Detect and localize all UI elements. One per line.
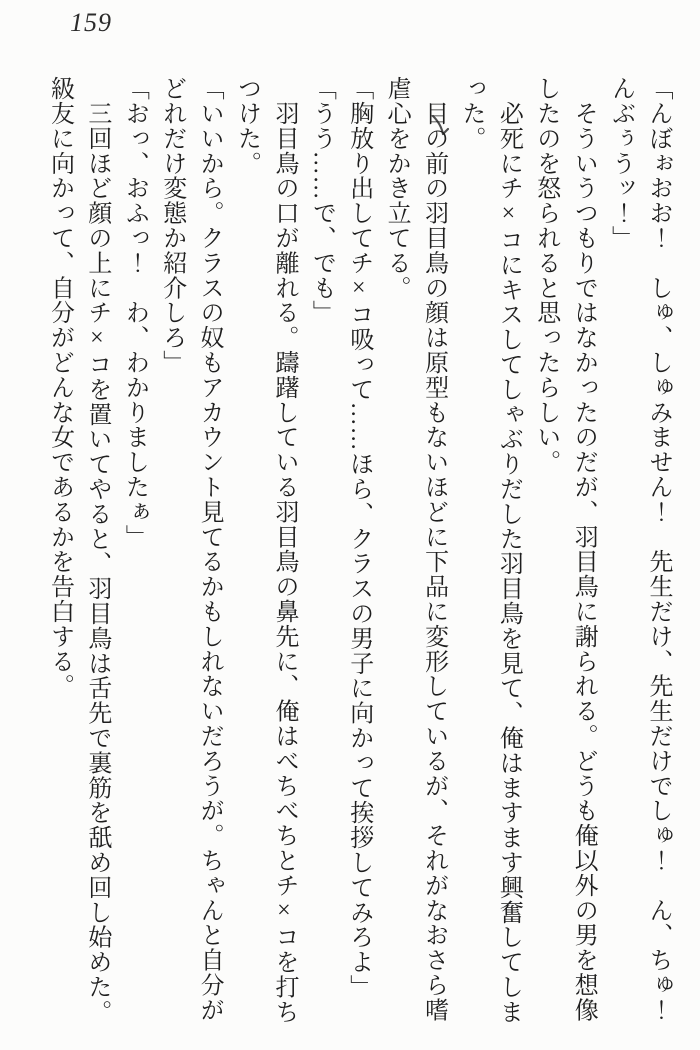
text-line: 虐心をかき立てる。	[383, 76, 410, 301]
text-line: った。	[457, 76, 484, 151]
text-line: そういうつもりではなかったのだが、羽目鳥に謝られる。どうも俺以外の男を想像	[570, 76, 597, 1023]
text-line: 三回ほど顔の上にチ×コを置いてやると、羽目鳥は舌先で裏筋を舐め回し始めた。	[83, 76, 110, 1025]
page-number: 159	[70, 8, 112, 37]
vertical-text-block	[40, 76, 676, 1025]
text-line: 「おっ、おふっ！ わ、わかりましたぁ」	[121, 76, 148, 550]
text-line: 羽目鳥の口が離れる。躊躇している羽目鳥の鼻先に、俺はべちべちとチ×コを打ち	[270, 76, 297, 1025]
text-line: 「いいから。クラスの奴もアカウント見てるかもしれないだろうが。ちゃんと自分が	[196, 76, 223, 1023]
text-line: どれだけ変態か紹介しろ」	[158, 76, 185, 375]
text-line: んぶぅうッ！」	[607, 76, 634, 251]
text-line: したのを怒られると思ったらしい。	[532, 76, 559, 475]
text-line: 必死にチ×コにキスしてしゃぶりだした羽目鳥を見て、俺はますます興奮してしま	[495, 76, 522, 1025]
text-line: 「うう……で、でも」	[308, 76, 335, 325]
text-line: つけた。	[233, 76, 260, 176]
text-line: 目の前の羽目鳥の顔は原型もないほどに下品に変形しているが、それがなおさら嗜	[420, 76, 447, 1023]
text-line: 「んぼぉおお！ しゅ、しゅみません！ 先生だけ、先生だけでしゅ！ ん、ちゅ！	[645, 76, 671, 1023]
text-line: 級友に向かって、自分がどんな女であるかを告白する。	[46, 76, 73, 699]
text-line: 「胸放り出してチ×コ吸って……ほら、クラスの男子に向かって挨拶してみろよ」	[345, 76, 372, 1000]
